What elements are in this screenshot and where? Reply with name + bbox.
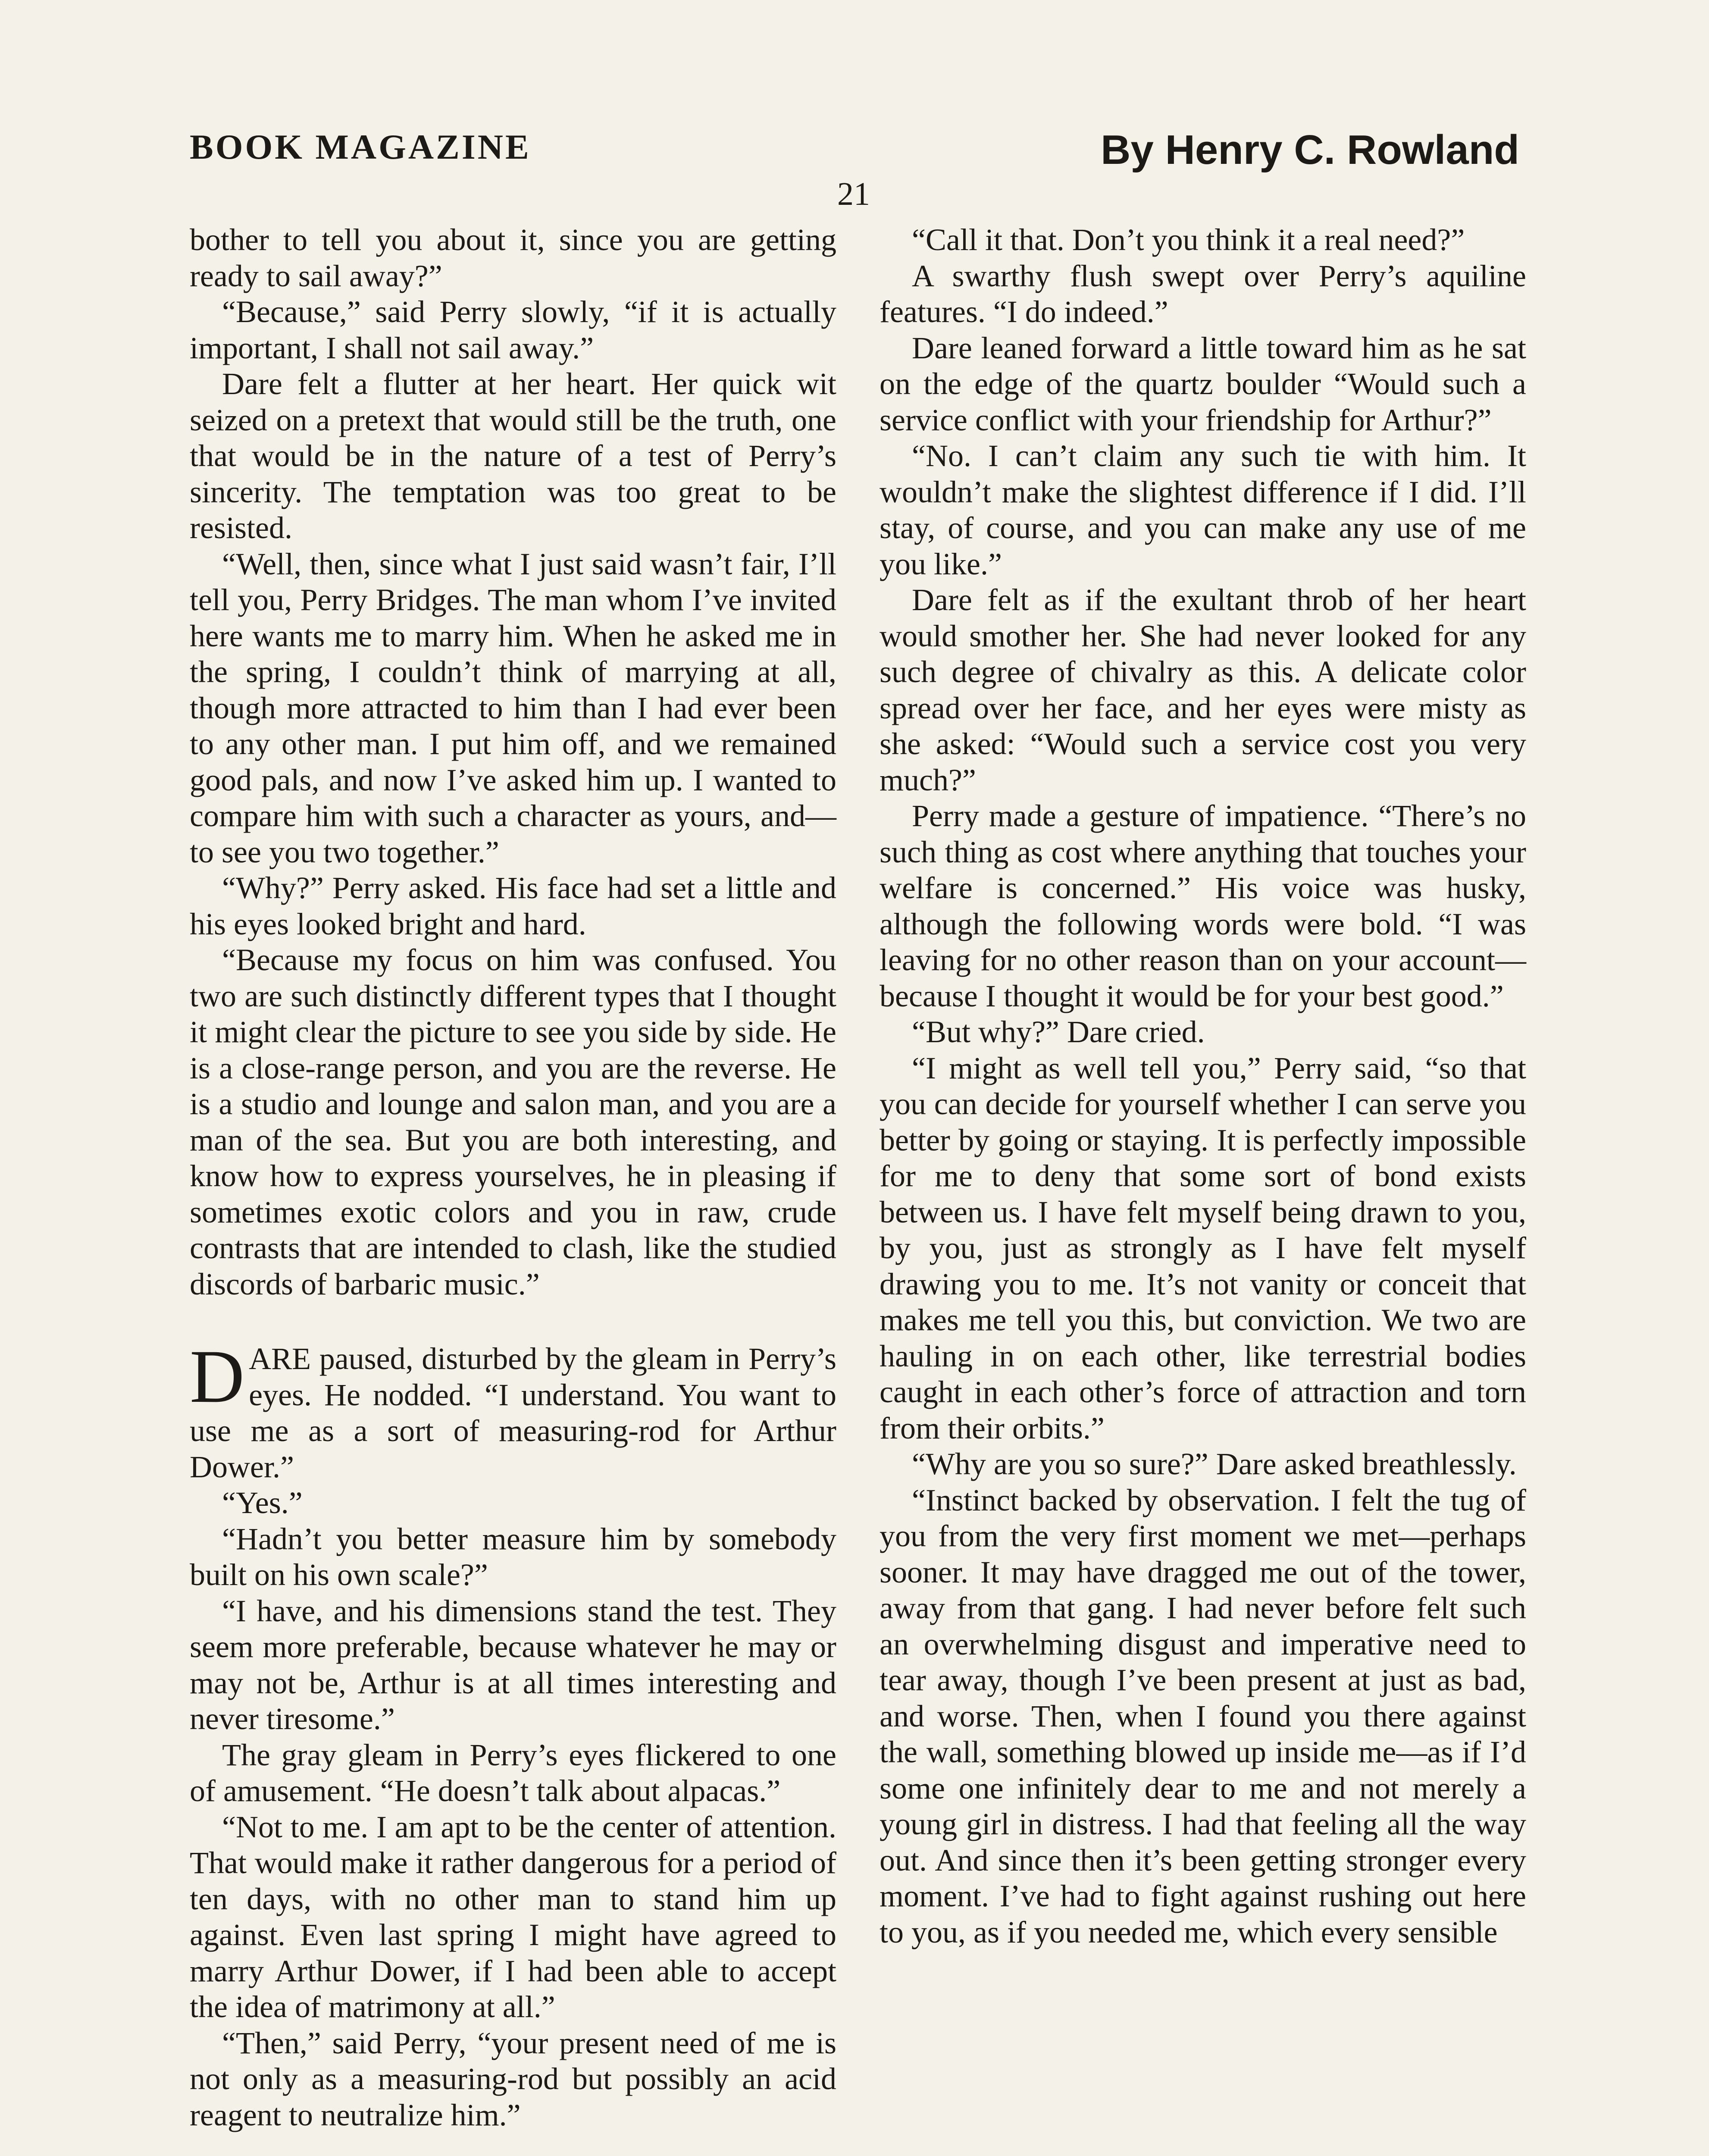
drop-cap: D: [190, 1335, 245, 1419]
paragraph: “Yes.”: [222, 1485, 303, 1520]
paragraph: “Instinct backed by observation. I felt the tug of you from the very first moment we met—perhaps sooner. It may have dragged me out of the tower, away from that gang. I had never before felt such an overwhelming disgust and imperative need to tear away, though I’ve been present at just as bad, and worse. Then, when I found you there against the wall, something blowed up inside me—as if I’d some one infinitely dear to me and not merely a young girl in distress. I had that feeling all the way out. And since then it’s been getting stronger every moment. I’ve had to fight against rushing out here to you, as if you needed me, which every sensible: [880, 1482, 1526, 1949]
paragraph: “Not to me. I am apt to be the center of attention. That would make it rather dangerous for a period of ten days, with no other man to stand him up against. Even last spring I might have agreed to marry Arthur Dower, if I had been able to accept the idea of matrimony at all.”: [190, 1809, 836, 2024]
paragraph: “Then,” said Perry, “your present need of me is not only as a measuring-rod but possibly an acid reagent to neutralize him.”: [190, 2025, 836, 2132]
paragraph: bother to tell you about it, since you are getting ready to sail away?”: [190, 222, 836, 293]
author-byline: By Henry C. Rowland: [1101, 127, 1519, 173]
paragraph: Perry made a gesture of impatience. “There’s no such thing as cost where anything that touches your welfare is concerned.” His voice was husky, although the following words were bold. “I was leaving for no other reason than on your account—because I thought it would be for your best good.”: [880, 799, 1526, 1013]
paragraph: “I have, and his dimensions stand the test. They seem more preferable, because whatever he may or may not be, Arthur is at all times interesting and never tiresome.”: [190, 1593, 836, 1736]
paragraph: A swarthy flush swept over Perry’s aquiline features. “I do indeed.”: [880, 258, 1526, 329]
paragraph: “Because my focus on him was confused. You two are such distinctly different types that I thought it might clear the picture to see you side by side. He is a close-range person, and you are the reverse. He is a studio and lounge and salon man, and you are a man of the sea. But you are both interesting, and know how to express yourselves, he in pleasing if sometimes exotic colors and you in raw, crude contrasts that are intended to clash, like the studied discords of barbaric music.”: [190, 943, 836, 1301]
publication-title: BOOK MAGAZINE: [190, 127, 531, 166]
paragraph: “Why?” Perry asked. His face had set a little and his eyes looked bright and hard.: [190, 871, 836, 941]
paragraph: Dare felt a flutter at her heart. Her quick wit seized on a pretext that would still be the truth, one that would be in the nature of a test of Perry’s sincerity. The temptation was too great to be resisted.: [190, 367, 836, 545]
paragraph: “Hadn’t you better measure him by somebody built on his own scale?”: [190, 1521, 836, 1592]
left-text-column: [190, 222, 836, 2133]
paragraph: Dare leaned forward a little toward him as he sat on the edge of the quartz boulder “Would such a service conflict with your friendship for Arthur?”: [880, 330, 1526, 437]
paragraph: “But why?” Dare cried.: [912, 1015, 1205, 1049]
page-number: 21: [837, 176, 870, 212]
paragraph: The gray gleam in Perry’s eyes flickered to one of amusement. “He doesn’t talk about alpacas.”: [190, 1737, 836, 1808]
paragraph: “No. I can’t claim any such tie with him. It wouldn’t make the slightest difference if I did. I’ll stay, of course, and you can make any use of me you like.”: [880, 439, 1526, 581]
section-opening-paragraph: [190, 1335, 836, 1485]
right-text-column: [880, 222, 1526, 1950]
paragraph: “Why are you so sure?” Dare asked breathlessly.: [912, 1447, 1517, 1481]
paragraph: “Well, then, since what I just said wasn’t fair, I’ll tell you, Perry Bridges. The man whom I’ve invited here wants me to marry him. When he asked me in the spring, I couldn’t think of marrying at all, though more attracted to him than I had ever been to any other man. I put him off, and we remained good pals, and now I’ve asked him up. I wanted to compare him with such a character as yours, and—to see you two together.”: [190, 546, 836, 869]
paragraph: “I might as well tell you,” Perry said, “so that you can decide for yourself whether I can serve you better by going or staying. It is perfectly impossible for me to deny that some sort of bond exists between us. I have felt myself being drawn to you, by you, just as strongly as I have felt myself drawing you to me. It’s not vanity or conceit that makes me tell you this, but conviction. We two are hauling in on each other, like terrestrial bodies caught in each other’s force of attraction and torn from their orbits.”: [880, 1050, 1526, 1445]
section-opening-text: ARE paused, disturbed by the gleam in Perry’s eyes. He nodded. “I understand. You want to use me as a sort of measuring-rod for Arthur Dower.”: [190, 1341, 836, 1484]
paragraph: “Because,” said Perry slowly, “if it is actually important, I shall not sail away.”: [190, 295, 836, 365]
paragraph: “Call it that. Don’t you think it a real need?”: [912, 222, 1465, 257]
paragraph: Dare felt as if the exultant throb of her heart would smother her. She had never looked for any such degree of chivalry as this. A delicate color spread over her face, and her eyes were misty as she asked: “Would such a service cost you very much?”: [880, 583, 1526, 797]
